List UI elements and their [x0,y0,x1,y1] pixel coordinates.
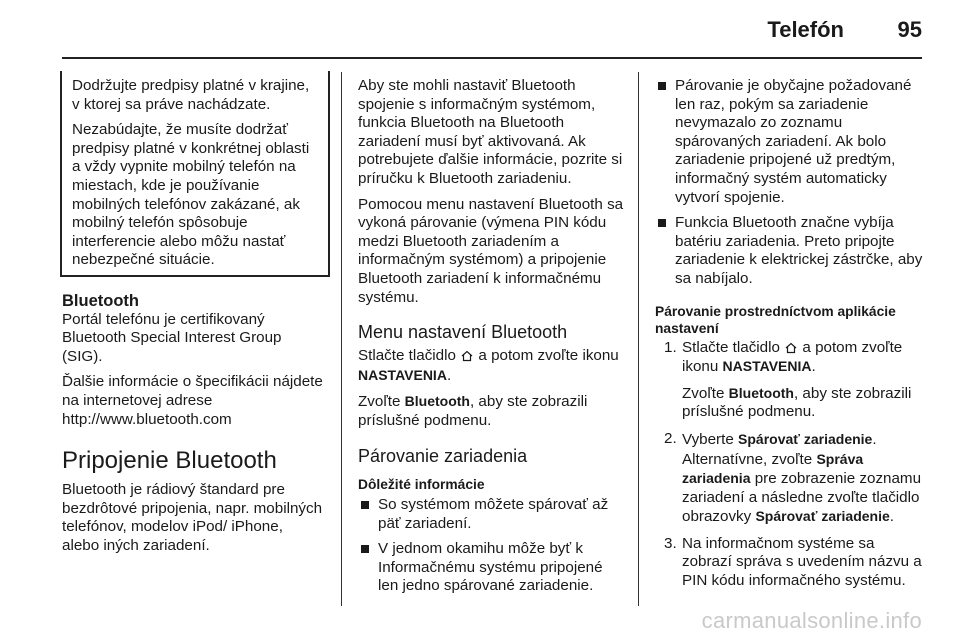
column-2 [358,77,624,603]
pairing-notes-list [655,77,923,289]
page-header-title: Telefón [767,17,844,42]
menu-paragraph-2: Zvoľte Bluetooth, aby ste zobrazili príslušné podmenu. [358,393,588,429]
important-info-heading: Dôležité informácie [358,476,485,492]
intro-paragraph-1: Aby ste mohli nastaviť Bluetooth spojenie s informačným systémom, funkcia Bluetooth na Bluetooth zariadení musí byť aktivovaná. Ak potrebujete ďalšie informácie, pozrite si príručku k Bluetooth zariadeniu. [358,77,623,187]
bluetooth-connection-paragraph: Bluetooth je rádiový štandard pre bezdrôtové pripojenia, napr. mobilných telefónov, modelov iPod/ iPhone, alebo iných zariadení. [62,481,323,554]
column-3 [655,77,923,599]
menu-paragraph-1: Stlačte tlačidlo a potom zvoľte ikonu NASTAVENIA. [358,347,619,384]
bluetooth-connection-heading: Pripojenie Bluetooth [62,447,277,475]
bluetooth-paragraph-2: Ďalšie informácie o špecifikácii nájdete na internetovej adrese http://www.bluetooth.com [62,373,323,428]
page-number: 95 [897,17,922,42]
column-1 [62,77,324,562]
step-3: 3. Na informačnom systéme sa zobrazí správa s uvedením názvu a PIN kódu informačného systému. [664,534,922,590]
bluetooth-paragraph-1: Portál telefónu je certifikovaný Bluetooth Special Interest Group (SIG). [62,310,282,365]
list-item: V jednom okamihu môže byť k Informačnému systému pripojené len jedno spárované zariadenie. [358,540,624,596]
notice-paragraph-2: Nezabúdajte, že musíte dodržať predpisy platné v konkrétnej oblasti a vždy vypnite mobilný telefón na miestach, kde je používanie mobilných telefónov zakázané, ak mobilný telefón spôsobuje interferencie alebo môžu nastať nebezpečné situácie. [72,121,310,269]
device-pairing-heading: Párovanie zariadenia [358,445,528,466]
column-divider-right [638,72,639,606]
header-rule [62,57,922,59]
notice-box [60,71,330,277]
pairing-steps [655,339,923,591]
list-item: So systémom môžete spárovať až päť zariadení. [358,496,624,533]
bluetooth-settings-menu-heading: Menu nastavení Bluetooth [358,322,568,343]
app-pairing-heading: Párovanie prostredníctvom aplikácie nastavení [655,303,896,336]
step-2: 2. Vyberte Spárovať zariadenie. Alternatívne, zvoľte Správa zariadenia pre zobrazenie zoznamu zariadení a následne zvoľte tlačidlo obrazovky Spárovať zariadenie. [664,429,922,526]
list-item: Párovanie je obyčajne požadované len raz, pokým sa zariadenie nevymazalo zo zoznamu spárovaných zariadení. Ak bolo zariadenie pripojené už predtým, informačný systém automaticky vytvorí spojenie. [655,77,923,207]
column-divider-left [341,72,342,606]
home-icon [784,339,798,358]
bluetooth-heading: Bluetooth [62,291,139,310]
intro-paragraph-2: Pomocou menu nastavení Bluetooth sa vykoná párovanie (výmena PIN kódu medzi Bluetooth zariadením a informačným systémom) a pripojenie Bluetooth zariadení k informačnému systému. [358,195,624,306]
list-item: Funkcia Bluetooth značne vybíja batériu zariadenia. Preto pripojte zariadenie k elektrickej zástrčke, aby sa nabíjalo. [655,214,923,288]
step-1: 1. Stlačte tlačidlo a potom zvoľte ikonu NASTAVENIA. Zvoľte Bluetooth, aby ste zobrazili príslušné podmenu. [664,338,912,421]
watermark: carmanualsonline.info [701,608,922,633]
home-icon [460,347,474,366]
notice-paragraph-1: Dodržujte predpisy platné v krajine, v ktorej sa práve nachádzate. [72,77,310,113]
important-info-list [358,496,624,596]
